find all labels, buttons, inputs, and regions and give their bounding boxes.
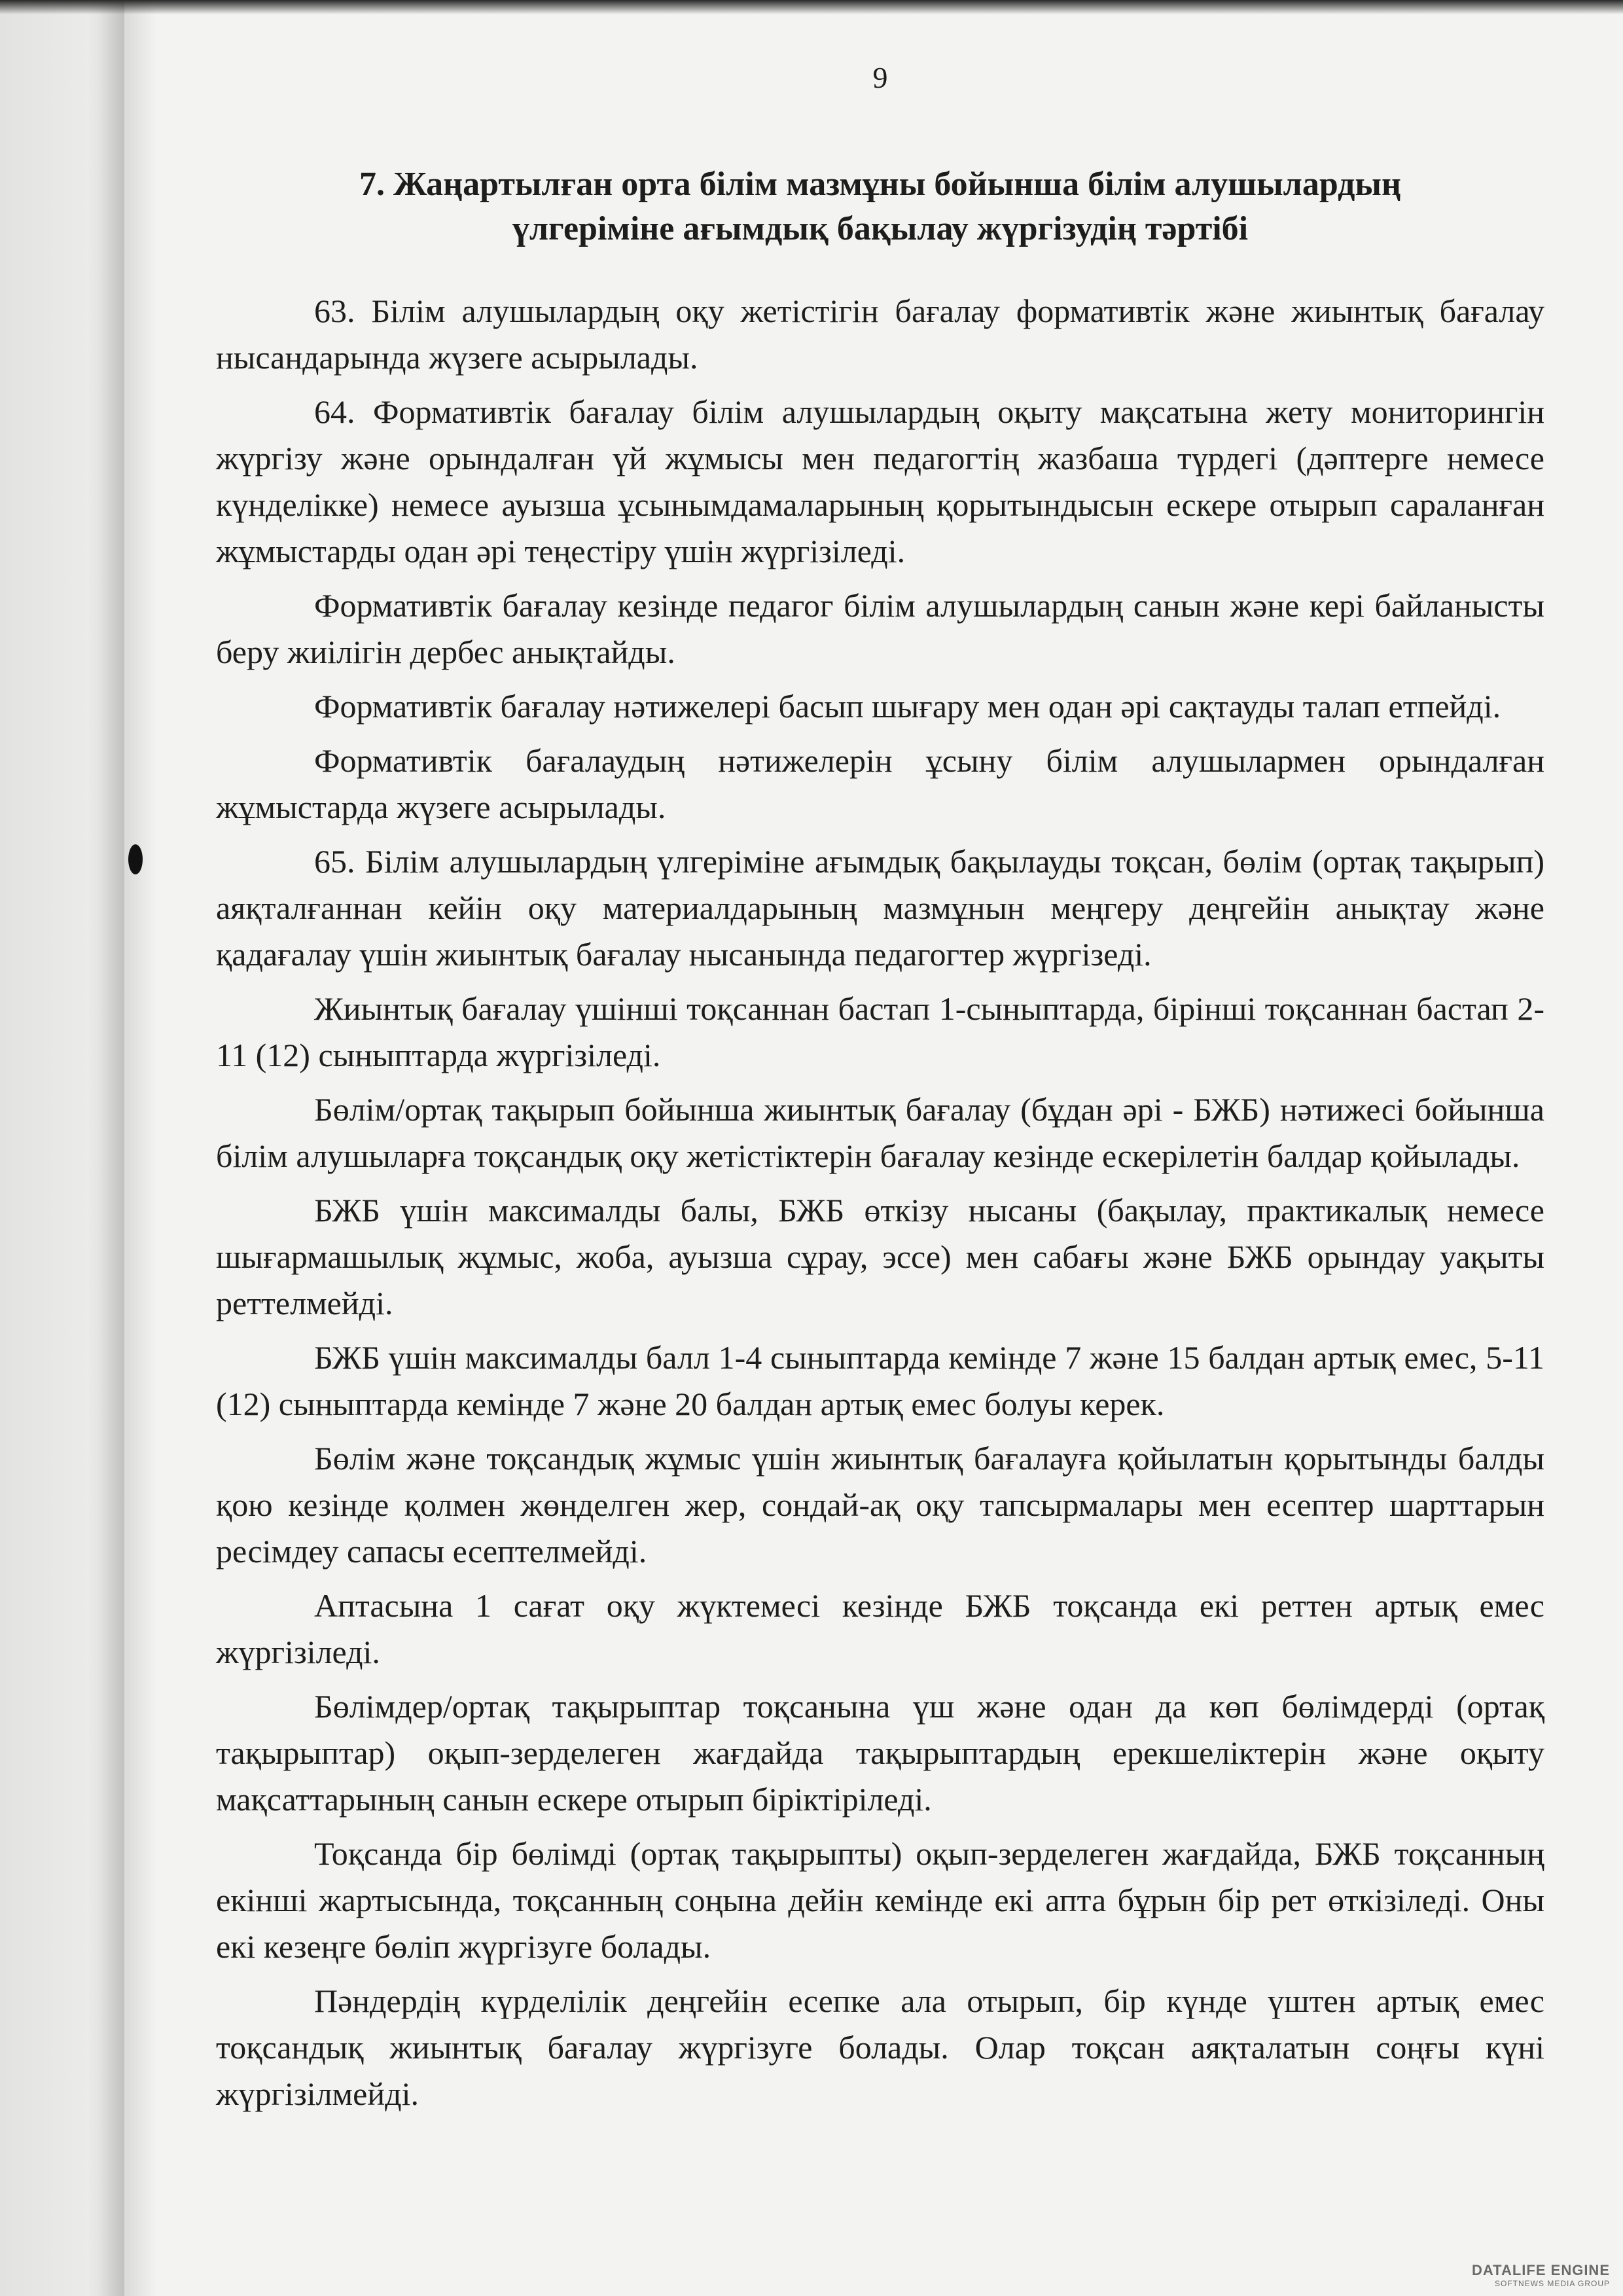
paragraph-63: 63. Білім алушылардың оқу жетістігін бағалау формативтік және жиынтық бағалау нысандарында жүзеге асырылады. — [216, 293, 1544, 376]
document-page — [216, 0, 1544, 2296]
watermark-logo — [1472, 2262, 1610, 2288]
paragraph-64: 64. Формативтік бағалау білім алушылардың оқыту мақсатына жету мониторингін жүргізу және орындалған үй жұмысы мен педагогтің жазбаша түрдегі (дәптерге немесе күнделікке) немесе ауызша ұсынымдамаларының қорытындысын ескере отырып сараланған жұмыстарды одан әрі теңестіру үшін жүргізіледі. — [216, 393, 1544, 569]
paragraph-65: 65. Білім алушылардың үлгеріміне ағымдық бақылауды тоқсан, бөлім (ортақ тақырып) аяқталғаннан кейін оқу материалдарының мазмұнын меңгеру деңгейін анықтау және қадағалау үшін жиынтық бағалау нысанында педагогтер жүргізеді. — [216, 843, 1544, 973]
paragraph: Жиынтық бағалау үшінші тоқсаннан бастап 1-сыныптарда, бірінші тоқсаннан бастап 2-11 (12) сыныптарда жүргізіледі. — [216, 990, 1544, 1073]
paragraph: Бөлімдер/ортақ тақырыптар тоқсанына үш және одан да көп бөлімдерді (ортақ тақырыптар) оқып-зерделеген жағдайда тақырыптардың ерекшеліктерін және оқыту мақсаттарының санын ескере отырып біріктіріледі. — [216, 1688, 1544, 1818]
page-number: 9 — [872, 61, 888, 94]
paragraph: Формативтік бағалаудың нәтижелерін ұсыну білім алушылармен орындалған жұмыстарда жүзеге асырылады. — [216, 742, 1544, 825]
paragraph: Бөлім/ортақ тақырып бойынша жиынтық бағалау (бұдан әрі - БЖБ) нәтижесі бойынша білім алушыларға тоқсандық оқу жетістіктерін бағалау кезінде ескерілетін балдар қойылады. — [216, 1091, 1544, 1174]
watermark-title: DATALIFE ENGINE — [1472, 2262, 1610, 2278]
paragraph: БЖБ үшін максималды балл 1-4 сыныптарда кемінде 7 және 15 балдан артық емес, 5-11 (12) сыныптарда кемінде 7 және 20 балдан артық емес болуы керек. — [216, 1339, 1544, 1422]
body-text — [216, 288, 1544, 2125]
section-heading — [242, 162, 1518, 251]
paragraph: Тоқсанда бір бөлімді (ортақ тақырыпты) оқып-зерделеген жағдайда, БЖБ тоқсанның екінші жартысында, тоқсанның соңына дейін кемінде екі апта бұрын бір рет өткізіледі. Оны екі кезеңге бөліп жүргізуге болады. — [216, 1835, 1544, 1965]
paragraph: Формативтік бағалау нәтижелері басып шығару мен одан әрі сақтауды талап етпейді. — [314, 688, 1501, 725]
paragraph: Пәндердің күрделілік деңгейін есепке ала отырып, бір күнде үштен артық емес тоқсандық жиынтық бағалау жүргізуге болады. Олар тоқсан аяқталатын соңғы күні жүргізілмейді. — [216, 1982, 1544, 2112]
binding-shadow — [98, 0, 157, 2296]
paragraph: Бөлім және тоқсандық жұмыс үшін жиынтық бағалауға қойылатын қорытынды балды қою кезінде қолмен жөнделген жер, сондай-ақ оқу тапсырмалары мен есептер шарттарын ресімдеу сапасы есептелмейді. — [216, 1440, 1544, 1570]
section-heading-line-2: үлгеріміне ағымдық бақылау жүргізудің тәртібі — [512, 210, 1249, 247]
watermark-subtitle: SOFTNEWS MEDIA GROUP — [1494, 2279, 1610, 2288]
paragraph: Аптасына 1 сағат оқу жүктемесі кезінде БЖБ тоқсанда екі реттен артық емес жүргізіледі. — [216, 1587, 1544, 1670]
section-heading-line-1: 7. Жаңартылған орта білім мазмұны бойынша білім алушылардың — [359, 166, 1401, 203]
binding-hole — [128, 844, 143, 874]
paragraph: БЖБ үшін максималды балы, БЖБ өткізу нысаны (бақылау, практикалық немесе шығармашылық жұмыс, жоба, ауызша сұрау, эссе) мен сабағы және БЖБ орындау уақыты реттелмейді. — [216, 1192, 1544, 1321]
paragraph: Формативтік бағалау кезінде педагог білім алушылардың санын және кері байланысты беру жиілігін дербес анықтайды. — [216, 587, 1544, 670]
